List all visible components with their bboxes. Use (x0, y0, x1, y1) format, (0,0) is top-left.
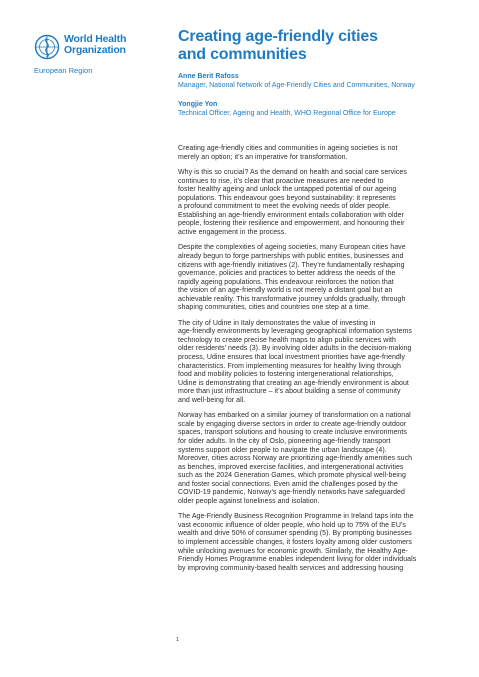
author-role: Manager, National Network of Age-Friendly Cities and Communities, Norway (178, 82, 415, 89)
text-line: while unlocking avenues for economic growth. Similarly, the Healthy Age- (178, 547, 408, 555)
text-line: populations. This endeavour goes beyond sustainability: it represents (178, 194, 396, 202)
text-line: continues to rise, it’s clear that proactive measures are needed to (178, 177, 384, 185)
text-line: older people against loneliness and isolation. (178, 497, 320, 505)
text-line: foster healthy ageing and unlock the untapped potential of our ageing (178, 186, 397, 194)
author-block-1 (178, 72, 468, 90)
text-line: shaping communities, cities and countries one step at a time. (178, 304, 371, 312)
text-line: such as the 2024 Generation Games, which promote physical well-being (178, 472, 406, 480)
text-line: Moreover, cities across Norway are prioritizing age-friendly amenities such (178, 455, 413, 463)
org-name (64, 34, 126, 56)
text-line: The city of Udine in Italy demonstrates the value of investing in (178, 319, 376, 327)
text-line: by improving community-based health services and addressing housing (178, 564, 404, 572)
text-line: citizens with age-friendly initiatives (2). They’re fundamentally reshaping (178, 261, 405, 269)
text-line: scale by engaging diverse sectors in order to create age-friendly outdoor (178, 420, 407, 428)
text-line: The Age-Friendly Business Recognition Programme in Ireland taps into the (178, 513, 414, 521)
text-line: Creating age-friendly cities and communities in ageing societies is not (178, 145, 398, 152)
region-label: European Region (34, 66, 93, 75)
text-line: and well-being for all. (178, 396, 246, 404)
text-line: active engagement in the process. (178, 228, 287, 236)
title-line2: and communities (178, 46, 307, 63)
text-line: Establishing an age-friendly environment entails collaboration with older (178, 211, 404, 219)
text-line: COVID-19 pandemic, Norway’s age-friendly networks have safeguarded (178, 489, 405, 497)
org-name-line1: World Health (64, 33, 127, 45)
text-line: more than just infrastructure – it’s about building a sense of community (178, 388, 401, 396)
text-line: Friendly Homes Programme enables independent living for older individuals (178, 556, 417, 564)
paragraph (178, 513, 466, 573)
paragraph (178, 169, 466, 237)
text-line: merely an option; it’s an imperative for transformation. (178, 153, 348, 161)
paragraph (178, 145, 466, 162)
text-line: age-friendly environments by leveraging geographical information systems (178, 328, 412, 336)
text-line: spaces, transport solutions and housing to create inclusive environments (178, 429, 407, 437)
org-name-line2: Organization (64, 44, 126, 56)
author-role: Technical Officer, Ageing and Health, WHO Regional Office for Europe (178, 110, 396, 117)
paragraph (178, 320, 466, 405)
author-name: Anne Berit Rafoss (178, 73, 239, 80)
text-line: already begun to forge partnerships with public entities, businesses and (178, 253, 404, 261)
who-emblem-icon (34, 34, 60, 60)
text-line: and foster social connections. Even amid the challenges posed by the (178, 480, 398, 488)
page-title (178, 28, 463, 64)
text-line: achievable reality. This transformative journey unfolds gradually, through (178, 295, 406, 303)
text-line: Despite the complexities of ageing societies, many European cities have (178, 244, 406, 252)
who-logo (34, 34, 126, 60)
title-line1: Creating age-friendly cities (178, 28, 378, 45)
page-number: 1 (176, 637, 180, 643)
text-line: to implement accessible changes, it fosters loyalty among older customers (178, 538, 412, 546)
text-line: a profound commitment to meet the evolving needs of older people. (178, 203, 391, 211)
text-line: people, fostering their resilience and empowerment, and honouring their (178, 220, 405, 228)
text-line: as benches, improved exercise facilities, and intergenerational activities (178, 463, 404, 471)
text-line: for older adults. In the city of Oslo, pioneering age-friendly transport (178, 437, 391, 445)
text-line: Norway has embarked on a similar journey of transformation on a national (178, 412, 411, 420)
text-line: systems support older people to navigate the urban landscape (4). (178, 446, 387, 454)
text-line: wealth and drive 50% of consumer spending (5). By prompting businesses (178, 530, 412, 538)
paragraph (178, 412, 466, 506)
article-body (178, 145, 466, 580)
text-line: Udine is demonstrating that creating an age-friendly environment is about (178, 379, 409, 387)
text-line: the vision of an age-friendly world is not merely a distant goal but an (178, 287, 393, 295)
text-line: food and mobility policies to fostering intergenerational relationships, (178, 371, 394, 379)
text-line: vast economic influence of older people, who hold up to 75% of the EU’s (178, 521, 406, 529)
text-line: technology to create precise health maps to align public services with (178, 336, 396, 344)
author-block-2 (178, 100, 468, 118)
text-line: rapidly ageing populations. This endeavour reinforces the notion that (178, 278, 394, 286)
text-line: characteristics. From implementing measures for healthy living through (178, 362, 401, 370)
text-line: governance, policies and practices to better address the needs of the (178, 270, 396, 278)
text-line: older residents’ needs (3). By involving older adults in the decision-making (178, 345, 412, 353)
text-line: Why is this so crucial? As the demand on health and social care services (178, 169, 407, 177)
text-line: process, Udine ensures that local investment priorities have age-friendly (178, 354, 405, 362)
author-name: Yongjie Yon (178, 101, 218, 108)
paragraph (178, 244, 466, 312)
